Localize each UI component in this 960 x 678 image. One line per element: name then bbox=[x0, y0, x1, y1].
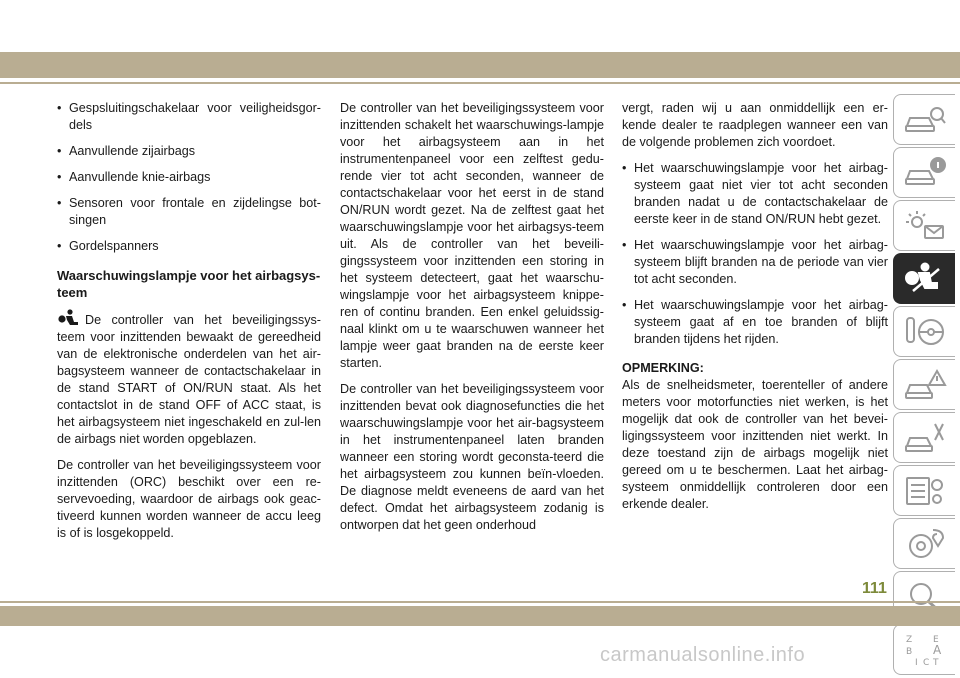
note-title: OPMERKING: bbox=[622, 361, 704, 375]
airbag-seat-icon bbox=[903, 261, 947, 297]
alphabet-index-icon bbox=[903, 632, 947, 668]
top-rule bbox=[0, 82, 960, 84]
svg-text:A: A bbox=[932, 642, 941, 657]
tab-airbag-seat[interactable] bbox=[893, 253, 955, 304]
section-heading: Waarschuwingslampje voor het airbagsys-teem bbox=[57, 268, 321, 300]
svg-text:B: B bbox=[905, 646, 912, 657]
chapter-tabs bbox=[893, 94, 955, 677]
bullet-item: • Aanvullende knie-airbags bbox=[57, 169, 321, 186]
bullet-item: • Het waarschuwingslampje voor het airbag-systeem blijft branden na de periode van vier tot acht seconden. bbox=[622, 237, 888, 288]
column-1 bbox=[57, 100, 321, 551]
tab-car-hazard[interactable] bbox=[893, 359, 955, 410]
tab-settings-list[interactable] bbox=[893, 465, 955, 516]
tab-warning-lights[interactable] bbox=[893, 200, 955, 251]
page-number: 111 bbox=[862, 580, 887, 597]
column-2 bbox=[340, 100, 604, 543]
watermark: carmanualsonline.info bbox=[600, 644, 806, 666]
car-search-icon bbox=[903, 102, 947, 138]
svg-text:Z: Z bbox=[905, 634, 912, 645]
svg-text:I: I bbox=[914, 657, 918, 668]
bullet-item: • Gespsluitingschakelaar voor veiligheidsgor-dels bbox=[57, 100, 321, 134]
paragraph-text: De controller van het beveiligingssys-teem voor inzittenden bewaakt de gereedheid van de elektronische onderdelen van het air-bagsysteem wanneer de contactschakelaar in de stand START of ON/RUN staat. Als het contactslot in de stand OFF of ACC staat, is het airbagsysteem niet ingeschakeld en zul-len de airbags niet worden opgeblazen. bbox=[57, 313, 321, 446]
note-text: Als de snelheidsmeter, toerenteller of andere meters voor motorfuncties niet werken, is het mogelijk dat ook de controller van het bevei-ligingssysteem voor inzittenden niet werkt. In deze toestand zijn de airbags mogelijk niet gereed om u te beschermen. Laat het airbag-systeem onmiddellijk controleren door een erkende dealer. bbox=[622, 378, 888, 511]
bottom-rule bbox=[0, 601, 960, 603]
key-steering-icon bbox=[903, 314, 947, 350]
warning-lights-icon bbox=[903, 208, 947, 244]
car-tools-icon bbox=[903, 420, 947, 456]
tab-car-info[interactable] bbox=[893, 147, 955, 198]
paragraph: vergt, raden wij u aan onmiddellijk een er-kende dealer te raadplegen wanneer een van de volgende problemen zich voordoet. bbox=[622, 101, 888, 149]
top-color-band bbox=[0, 52, 960, 78]
bullet-item: • Sensoren voor frontale en zijdelingse bot-singen bbox=[57, 195, 321, 229]
tab-alphabet-index[interactable] bbox=[893, 624, 955, 675]
tab-car-search[interactable] bbox=[893, 94, 955, 145]
column-3 bbox=[622, 100, 888, 522]
tab-multimedia-nav[interactable] bbox=[893, 518, 955, 569]
settings-list-icon bbox=[903, 473, 947, 509]
tab-key-steering[interactable] bbox=[893, 306, 955, 357]
multimedia-nav-icon bbox=[903, 526, 947, 562]
svg-text:T: T bbox=[932, 657, 938, 668]
paragraph: De controller van het beveiligingssysteem voor inzittenden schakelt het waarschuwings-lampje voor het airbagsysteem aan in het instrumentenpaneel voor een zelftest gedu-rende vier tot acht seconden, wanneer de contactschakelaar voor het eerst in de stand ON/RUN wordt gezet. Na de zelftest gaat het waarschuwingslampje voor het airbagsys-teem uit. Als de controller van het beveili-gingssysteem voor inzittenden een storing in het systeem detecteert, gaat het waarschu-wingslampje voor het airbagsysteem knippe-ren of continu branden. Een enkel geluidssig-naal klinkt om u te waarschuwen wanneer het lampje weer gaat branden na de eerste keer starten. bbox=[340, 101, 604, 370]
bullet-item: • Het waarschuwingslampje voor het airbag-systeem gaat af en toe branden of blijft branden tijdens het rijden. bbox=[622, 297, 888, 348]
svg-text:C: C bbox=[922, 657, 929, 668]
bullet-item: • Aanvullende zijairbags bbox=[57, 143, 321, 160]
tab-car-tools[interactable] bbox=[893, 412, 955, 463]
car-info-icon bbox=[903, 155, 947, 191]
airbag-warning-icon bbox=[57, 309, 83, 327]
bullet-item: • Het waarschuwingslampje voor het airbag-systeem gaat niet vier tot acht seconden branden nadat u de contactschakelaar de eerste keer in de stand ON/RUN hebt gezet. bbox=[622, 160, 888, 228]
bottom-color-band bbox=[0, 606, 960, 626]
car-hazard-icon bbox=[903, 367, 947, 403]
paragraph bbox=[57, 309, 321, 448]
paragraph: De controller van het beveiligingssysteem voor inzittenden bevat ook diagnosefuncties die het waarschuwingslampje voor het air-bagsysteem in het instrumentenpaneel laten branden wanneer een storing wordt geconsta-teerd die het airbagsysteem zou kunnen beïn-vloeden. De diagnose meldt eveneens de aard van het defect. Omdat het airbagsysteem zodanig is ontworpen dat het geen onderhoud bbox=[340, 382, 604, 532]
svg-text:E: E bbox=[932, 634, 939, 645]
bullet-item: • Gordelspanners bbox=[57, 238, 321, 255]
paragraph: De controller van het beveiligingssysteem voor inzittenden (ORC) beschikt over een re-servevoeding, waardoor de airbags ook geac-tiveerd kunnen worden wanneer de accu leeg is of is losgekoppeld. bbox=[57, 458, 321, 540]
